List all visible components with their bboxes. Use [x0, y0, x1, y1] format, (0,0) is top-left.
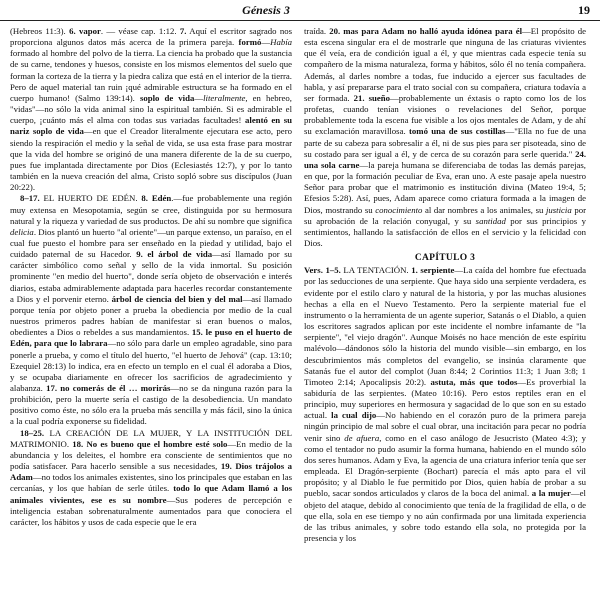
- text-run: Aquí el escritor sagrado nos proporciona algunos datos más acerca de la primera pareja.: [10, 26, 292, 48]
- bold-term: soplo de vida: [139, 92, 195, 103]
- text-run: —: [194, 92, 204, 103]
- paragraph: [10, 26, 292, 193]
- bold-term: 15. le puso en el huerto de Edén, para que lo labrara: [10, 327, 292, 349]
- bold-term: tomó una de sus costillas: [409, 126, 506, 137]
- text-run: (Hebreos 11:3).: [10, 26, 70, 36]
- text-run: —el objeto del ataque, debido al conocimiento que tenía de la fragilidad de ella, o de que ella, sola en ese tiempo y no aún confirmada por una limitada experiencia de las tribus animales, y sobre todo estando ella sola, no protegida por la presencia y los: [304, 488, 586, 544]
- text-run: —no sólo para darle un empleo agradable, sino para ponerle a prueba, y como el título del huerto, "el huerto de Jehová" (cap. 13:10; Ezequiel 28:13) lo indica, era en efecto un templo en el cual él adoraba a Dios, y se ocupaba diariamente en ofrecer los sacrificios de agradecimiento y alabanza.: [10, 338, 292, 393]
- bold-term: 21. sueño: [353, 92, 390, 103]
- italic-text: Había: [270, 37, 292, 48]
- text-run: por sus principios y sentimientos, hallando la satisfacción de ellos en el servicio y la felicidad con Dios.: [304, 215, 586, 248]
- text-run: —El propósito de esta escena singular era el de mostrarle que ninguna de las criaturas vivientes que él veía, era de condición igual a él, y que mientras cada especie tenía su compañero de la misma naturaleza, forma y hábitos, sólo él no tenía compañera. Además, al darles nombre a todas, fue inducido a ejercer sus facultades de habla, y así prepararse para el trato social con su compañera, criatura todavía a ser formada.: [304, 26, 586, 103]
- italic-text: santidad: [475, 215, 506, 226]
- italic-text: conocimiento: [375, 204, 423, 215]
- text-run: . Dios plantó un huerto "al oriente"—un parque extenso, un paraíso, en el cual fue puesto el hombre para ser enseñado en la piedad y utilidad, bajo el cuidado paternal de su Hacedor.: [10, 226, 292, 260]
- running-title: Génesis 3: [242, 3, 290, 17]
- text-run: —: [261, 37, 271, 48]
- bold-term: 1. serpiente: [411, 265, 455, 276]
- text-run: —En medio de la abundancia y los deleites, el hombre era consciente de sentimientos que no podía satisfacer. Para hacerlo sensible a sus necesidades,: [10, 438, 292, 472]
- text-run: —no se da ninguna razón para la prohibición, pero la muerte sería el castigo de la desobediencia. Un mandato positivo como éste, no sólo era la prueba más sencilla y más fácil, sino la única a la cual podría exponerse su fidelidad.: [10, 383, 292, 427]
- text-run: LA CREACIÓN DE LA MUJER, Y LA INSTITUCIÓN DEL MATRIMONIO.: [10, 427, 292, 449]
- text-run: —"Ella no fue de una parte de su cabeza para sobresalir a él, ni de sus pies para ser pisoteada, sino de su costado para ser igual a él, y de cerca de su corazón para serle querida.": [304, 126, 586, 159]
- bold-term: la cual dijo: [331, 410, 377, 421]
- text-run: —Es proverbial la sabiduría de las serpientes. (Mateo 10:16). Pero estos reptiles eran en el principio, muy superiores en hermosura y sagacidad de lo que son en su estado actual.: [304, 376, 586, 421]
- text-run: . — véase cap. 1:12.: [100, 26, 180, 36]
- bold-term: 9. el árbol de vida: [136, 249, 213, 260]
- text-run: , en hebreo, "vidas"—no sólo la vida animal sino la espiritual también. Si es admirable el cuerpo, ¡cuánto más el alma con todas sus variadas facultades!: [10, 92, 292, 126]
- bold-term: 8–17.: [20, 193, 40, 204]
- text-run: —No habiendo en el corazón puro de la primera pareja ningún principio de mal sobre el cual obrar, una incitación para pecar no podría venir sino: [304, 410, 586, 443]
- bold-term: 18. No es bueno que el hombre esté solo: [72, 438, 228, 449]
- bold-term: alentó en su nariz soplo de vida: [10, 115, 292, 137]
- text-run: —no todos los animales existentes, sino los principales que estaban en las cercanías, y los que habían de serle útiles.: [10, 472, 292, 494]
- paragraph: [10, 428, 292, 528]
- text-run: EL HUERTO DE EDÉN.: [39, 193, 142, 204]
- text-run: —La caída del hombre fue efectuada por las seducciones de una serpiente. Que haya sido una serpiente verdadera, es evidente por el estilo claro y natural de la historia, y por las muchas alusiones hechas a ella en el Nuevo Testamento. Pero la serpiente material fue el instrumento o la herramienta de un agente superior, Satanás o el Diablo, a quien los escritores sagrados aplican por este incidente el nombre infamante de "la serpiente", "el viejo dragón". Aunque Moisés no hace mención de este espíritu malévolo—dándonos sólo la historia del mundo visible—sin embargo, en los descubrimientos más completos del evangelio, se insinúa claramente que Satanás fue el autor del complot (Juan 8:44; 2 Corintios 11:3; 1 Juan 3:8; 1 Timoteo 2:14; Apocalipsis 20:2).: [304, 265, 586, 387]
- italic-text: literalmente: [203, 92, 246, 103]
- bold-term: Vers. 1–5.: [304, 265, 341, 276]
- text-run: —así llamado porque tenía por objeto poner a prueba la obediencia por medio de la cual nuestros primeros padres habían de manifestar si eran buenos o malos, obedientes a Dios o rebeldes a sus mandamientos.: [10, 293, 292, 338]
- bold-term: a la mujer: [531, 488, 571, 499]
- bold-term: 20. mas para Adam no halló ayuda idónea para él: [329, 26, 523, 36]
- paragraph: [304, 26, 586, 249]
- italic-text: justicia: [545, 204, 572, 215]
- italic-text: delicia: [10, 226, 34, 237]
- bold-term: formó: [238, 37, 262, 48]
- bold-term: 7.: [179, 26, 187, 36]
- bold-term: 8. Edén: [141, 193, 172, 204]
- text-run: —así llamado por su carácter simbólico como señal y sello de la vida inmortal. Su posición prominente "en medio del huerto", donde sería objeto de observación e interés diarios, estaba admirablemente adaptada para hacerles recordar constantemente a Dios y el porvenir eterno.: [10, 249, 292, 304]
- bold-term: astuta, más que todos: [430, 376, 518, 387]
- text-run: por su aprobación de la relación conyugal, y su: [304, 204, 586, 226]
- running-head: [0, 0, 600, 21]
- chapter-heading: CAPÍTULO 3: [414, 253, 476, 264]
- text-run: al dar nombres a los animales, su: [422, 204, 546, 215]
- text-run: —Sus poderes de percepción e inteligencia estaban sobrenaturalmente aumentados para que conociera el carácter, los hábitos y usos de cada especie que le era: [10, 494, 292, 527]
- paragraph: [304, 265, 586, 544]
- bold-term: 19. Dios trájolos a Adam: [10, 461, 292, 483]
- bold-term: 17. no comerás de él … morirás: [46, 383, 171, 393]
- text-run: —la pareja humana se diferenciaba de todas las demás parejas, en que, por la formación peculiar de Eva, eran uno. A este pasaje apela nuestro Señor para probar que el matrimonio es institución divina (Mateo 19:4, 5; Efesios 5:28). Así, pues, Adam aparece como criatura formada a la imagen de Dios, mostrando su: [304, 159, 586, 215]
- page-number: 19: [578, 3, 590, 17]
- text-run: —probablemente un éxtasis o rapto como los de los profetas, cuando tenían visiones o revelaciones del Señor, porque probablemente toda la escena fue visible a los ojos mentales de Adam, y de ahí su exclamación maravillosa.: [304, 92, 586, 137]
- bold-term: 24. una sola carne: [304, 148, 586, 170]
- text-run: formado al hombre del polvo de la tierra. La ciencia ha probado que la sustancia de su carne, tendones y huesos, consiste en los mismos elementos del suelo que forman la corteza de la tierra y la piedra caliza que está en el interior de la tierra. Pero de aquel material tan ruin ¡qué admirable estructura se ha formado en el cuerpo humano! (Salmo 139:14).: [10, 48, 292, 103]
- text-run: , como en el caso análogo de Jesucristo (Mateo 4:3); y como el tentador no pudo asumir la forma humana, habiendo en el mundo sólo dos seres humanos. Adam y Eva, la agencia de una criatura inferior tenía que ser empleada. El Dragón-serpiente (Bochart) parecía el más apto para el vil propósito; y al Diablo le fue permitido por Dios, quien había de probar a su pueblo, sacar sondos articulados y claros de la boca del animal.: [304, 432, 586, 499]
- text-run: LA TENTACIÓN.: [340, 265, 412, 276]
- bold-term: todo lo que Adam llamó a los animales vivientes, ese es su nombre: [10, 483, 292, 505]
- bold-term: 6. vapor: [69, 26, 101, 36]
- italic-text: de afuera: [344, 432, 380, 443]
- left-column: [10, 26, 292, 596]
- text-run: traída.: [304, 26, 330, 36]
- text-run: .—fue probablemente una región muy extensa en Mesopotamia, según se cree, distinguida por su hermosura natural y la riqueza y variedad de sus productos. De ahí su nombre que significa: [10, 193, 292, 226]
- bold-term: árbol de ciencia del bien y del mal: [111, 293, 243, 304]
- bold-term: 18–25.: [20, 427, 45, 438]
- paragraph: [10, 193, 292, 427]
- right-column: [304, 26, 586, 596]
- text-run: —en que el Creador literalmente ejecutara ese acto, pero siendo la respiración el medio y la señal de vida, se usa esta frase para mostrar que la vida del hombre se originó de una manera diferente de la de su cuerpo, pues fue implantada directamente por Dios (Eclesiastés 12:7), y por lo tanto también en la nueva creación del alma, Cristo sopló sobre sus discípulos (Juan 20:22).: [10, 126, 292, 193]
